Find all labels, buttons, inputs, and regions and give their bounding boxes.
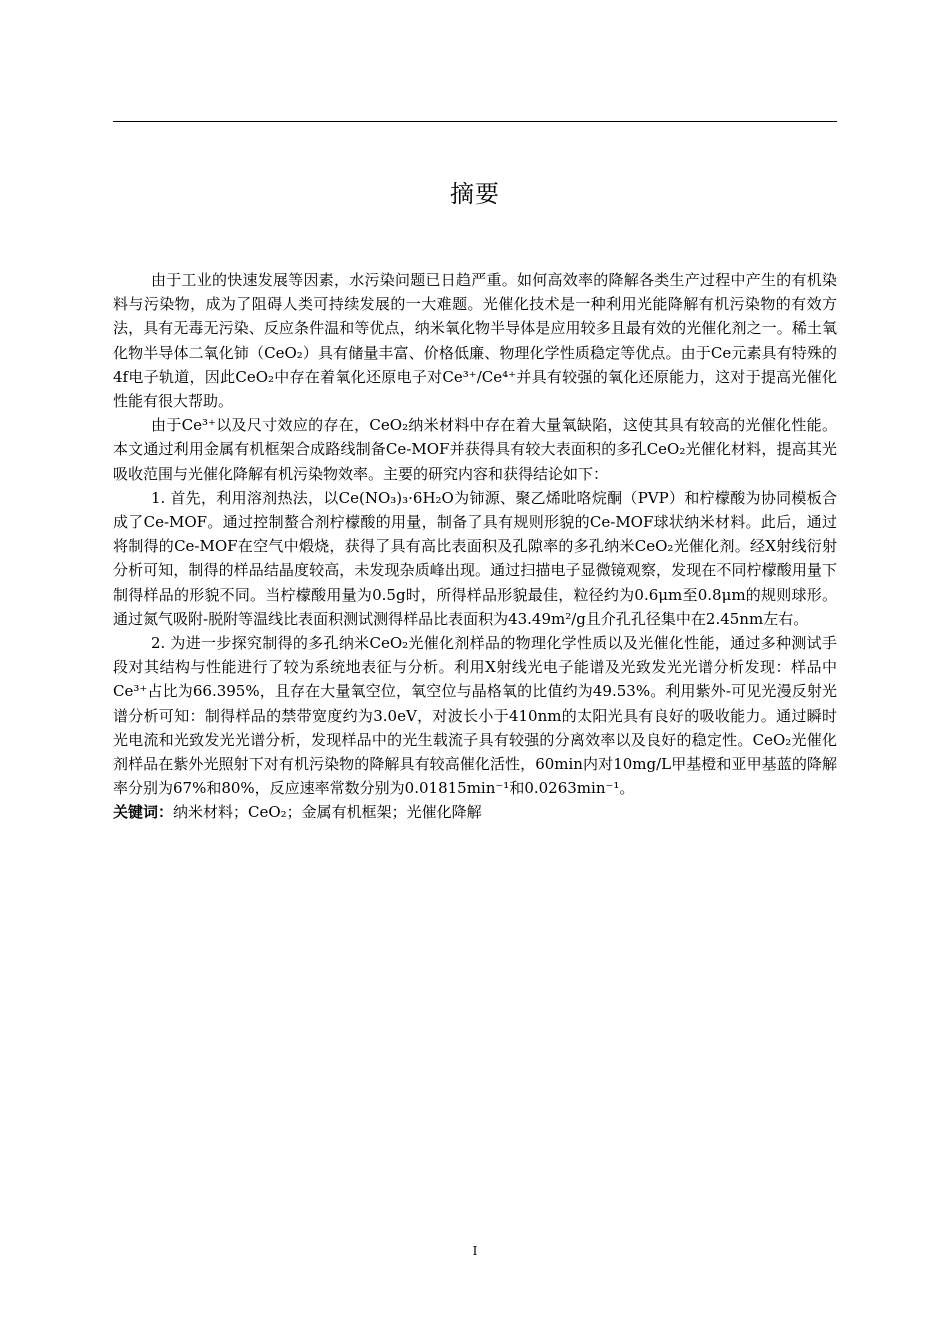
abstract-body xyxy=(113,268,837,825)
abstract-paragraph-4: 2. 为进一步探究制得的多孔纳米CeO₂光催化剂样品的物理化学性质以及光催化性能，通过多种测试手段对其结构与性能进行了较为系统地表征与分析。利用X射线光电子能谱及光致发光光谱分析发现：样品中Ce³⁺占比为66.395%，且存在大量氧空位，氧空位与晶格氧的比值约为49.53%。利用紫外-可见光漫反射光谱分析可知：制得样品的禁带宽度约为3.0eV，对波长小于410nm的太阳光具有良好的吸收能力。通过瞬时光电流和光致发光光谱分析，发现样品中的光生载流子具有较强的分离效率以及良好的稳定性。CeO₂光催化剂样品在紫外光照射下对有机污染物的降解具有较高催化活性，60min内对10mg/L甲基橙和亚甲基蓝的降解率分别为67%和80%，反应速率常数分别为0.01815min⁻¹和0.0263min⁻¹。 xyxy=(113,634,837,798)
keywords-label: 关键词： xyxy=(113,803,174,822)
keywords-line xyxy=(113,800,837,824)
abstract-paragraph-2: 由于Ce³⁺以及尺寸效应的存在，CeO₂纳米材料中存在着大量氧缺陷，这使其具有较高的光催化性能。本文通过利用金属有机框架合成路线制备Ce-MOF并获得具有较大表面积的多孔CeO₂光催化材料，提高其光吸收范围与光催化降解有机污染物效率。主要的研究内容和获得结论如下： xyxy=(113,416,837,483)
abstract-paragraph-3: 1. 首先，利用溶剂热法，以Ce(NO₃)₃·6H₂O为铈源、聚乙烯吡咯烷酮（PVP）和柠檬酸为协同模板合成了Ce-MOF。通过控制螯合剂柠檬酸的用量，制备了具有规则形貌的Ce-MOF球状纳米材料。此后，通过将制得的Ce-MOF在空气中煅烧，获得了具有高比表面积及孔隙率的多孔纳米CeO₂光催化剂。经X射线衍射分析可知，制得的样品结晶度较高，未发现杂质峰出现。通过扫描电子显微镜观察，发现在不同柠檬酸用量下制得样品的形貌不同。当柠檬酸用量为0.5g时，所得样品形貌最佳，粒径约为0.6μm至0.8μm的规则球形。通过氮气吸附-脱附等温线比表面积测试测得样品比表面积为43.49m²/g且介孔孔径集中在2.45nm左右。 xyxy=(113,488,837,628)
page-number: I xyxy=(472,1244,478,1258)
keywords-text: 纳米材料；CeO₂；金属有机框架；光催化降解 xyxy=(173,803,482,822)
page-title: 摘要 xyxy=(450,180,500,208)
abstract-paragraph-1: 由于工业的快速发展等因素，水污染问题已日趋严重。如何高效率的降解各类生产过程中产生的有机染料与污染物，成为了阻碍人类可持续发展的一大难题。光催化技术是一种利用光能降解有机污染物的有效方法，具有无毒无污染、反应条件温和等优点，纳米氧化物半导体是应用较多且最有效的光催化剂之一。稀土氧化物半导体二氧化铈（CeO₂）具有储量丰富、价格低廉、物理化学性质稳定等优点。由于Ce元素具有特殊的4f电子轨道，因此CeO₂中存在着氧化还原电子对Ce³⁺/Ce⁴⁺并具有较强的氧化还原能力，这对于提高光催化性能有很大帮助。 xyxy=(113,271,837,411)
header-rule xyxy=(113,121,837,122)
